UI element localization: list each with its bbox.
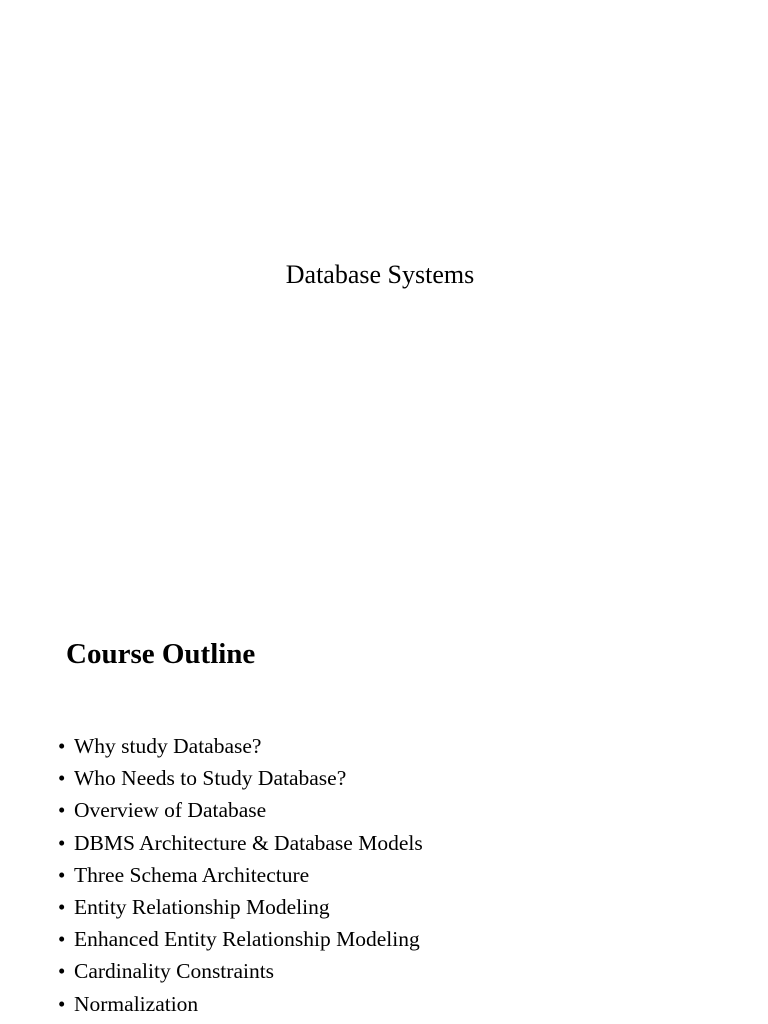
list-item bbox=[58, 955, 423, 987]
list-item bbox=[58, 891, 423, 923]
list-item bbox=[58, 730, 423, 762]
bullet-icon: • bbox=[58, 830, 66, 855]
list-item-label: Who Needs to Study Database? bbox=[74, 766, 347, 791]
document-title: Database Systems bbox=[285, 260, 475, 289]
list-item-label: DBMS Architecture & Database Models bbox=[74, 830, 423, 855]
bullet-icon: • bbox=[58, 959, 66, 984]
bullet-icon: • bbox=[58, 766, 66, 791]
bullet-icon: • bbox=[58, 734, 66, 758]
bullet-icon: • bbox=[58, 798, 66, 823]
bullet-icon: • bbox=[58, 862, 66, 887]
course-outline-heading: Course Outline bbox=[66, 638, 256, 670]
list-item bbox=[58, 827, 423, 859]
list-item-label: Overview of Database bbox=[74, 798, 267, 823]
list-item-label: Enhanced Entity Relationship Modeling bbox=[74, 927, 420, 952]
list-item-label: Why study Database? bbox=[74, 734, 262, 758]
bullet-icon: • bbox=[58, 894, 66, 919]
list-item bbox=[58, 923, 423, 955]
list-item bbox=[58, 859, 423, 891]
list-item-label: Normalization bbox=[74, 991, 199, 1016]
list-item-label: Entity Relationship Modeling bbox=[74, 894, 330, 919]
list-item bbox=[58, 988, 423, 1020]
list-item-label: Cardinality Constraints bbox=[74, 959, 275, 984]
bullet-icon: • bbox=[58, 991, 66, 1016]
list-item-label: Three Schema Architecture bbox=[74, 862, 310, 887]
course-outline-list bbox=[58, 730, 423, 1020]
bullet-icon: • bbox=[58, 927, 66, 952]
list-item bbox=[58, 794, 423, 826]
list-item bbox=[58, 762, 423, 794]
